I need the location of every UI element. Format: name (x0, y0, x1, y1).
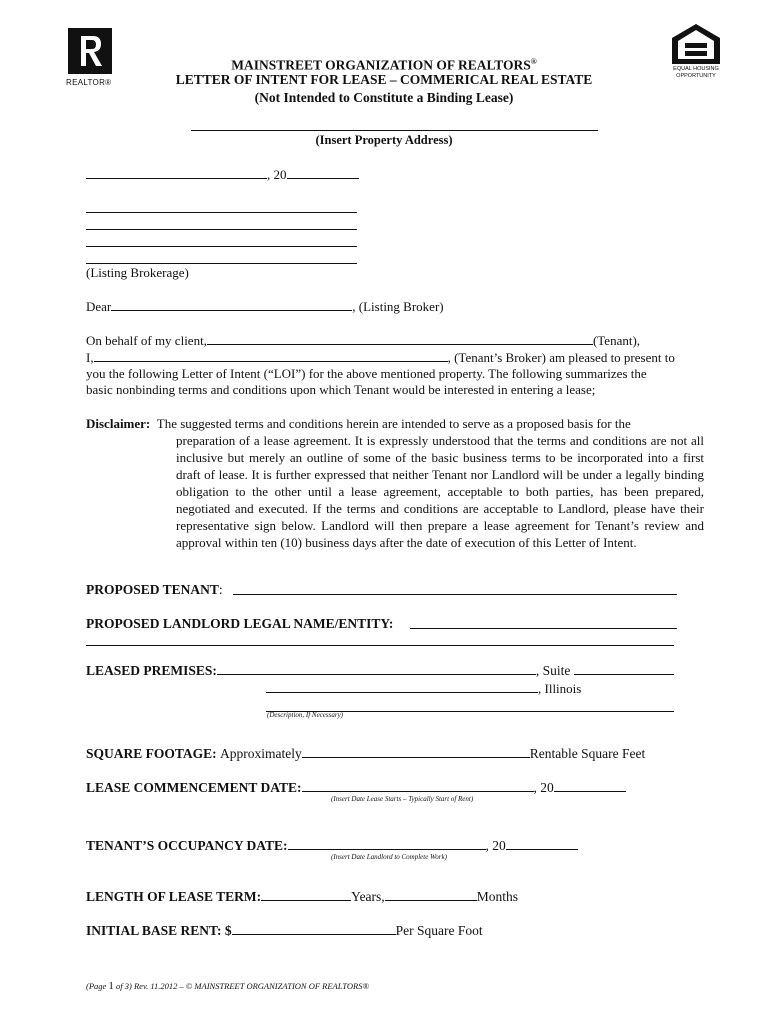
leased-premises-row: LEASED PREMISES: , Suite (86, 662, 674, 679)
premises-address-blank[interactable] (217, 662, 536, 675)
realtor-word: REALTOR® (66, 78, 112, 87)
brokerage-line-1[interactable] (86, 212, 357, 213)
disclaimer-body: preparation of a lease agreement. It is expressly understood that the terms and conditions are not all inclusive but merely an outline of some of the basic business terms to be incorporated into a first draft of lease. It is further expressed that neither Tenant nor Landlord will be under a legally binding obligation to the other until a lease agreement, acceptable to both parties, has been prepared, negotiated and executed. If the terms and conditions are acceptable to Landlord, please have their representative sign below. Landlord will then prepare a lease agreement for Tenant’s review and approval within ten (10) business days after the date of execution of this Letter of Intent. (176, 433, 704, 550)
date-line: , 20 (86, 166, 359, 183)
brokerage-line-4[interactable] (86, 263, 357, 264)
premises-city-blank[interactable] (266, 680, 538, 693)
square-footage-blank[interactable] (302, 745, 530, 758)
occupancy-note: (Insert Date Landlord to Complete Work) (331, 853, 447, 861)
lease-term-row: LENGTH OF LEASE TERM: Years, Months (86, 889, 518, 904)
brokerage-label: (Listing Brokerage) (86, 265, 189, 280)
intro-line-3: you the following Letter of Intent (“LOI”) for the above mentioned property. The following summarizes the (86, 366, 647, 381)
page-number: 1 (108, 980, 114, 992)
org-title: MAINSTREET ORGANIZATION OF REALTORS® (231, 57, 537, 73)
landlord-label: PROPOSED LANDLORD LEGAL NAME/ENTITY: (86, 616, 394, 631)
square-footage-row: SQUARE FOOTAGE: Approximately Rentable Square Feet (86, 746, 646, 761)
document-subtitle: (Not Intended to Constitute a Binding Lease) (254, 90, 514, 105)
salutation: Dear , (Listing Broker) (86, 299, 444, 314)
eho-line1: EQUAL HOUSING (673, 66, 719, 72)
proposed-tenant-row: PROPOSED TENANT: (86, 582, 223, 597)
landlord-line-1[interactable] (410, 628, 677, 629)
base-rent-blank[interactable] (232, 922, 396, 935)
commencement-year-blank[interactable] (554, 779, 626, 792)
years-blank[interactable] (261, 888, 351, 901)
premises-city-row: , Illinois (266, 680, 581, 697)
tenant-broker-blank[interactable] (94, 349, 448, 362)
date-blank[interactable] (86, 166, 267, 179)
occupancy-year-blank[interactable] (506, 837, 578, 850)
document-title: LETTER OF INTENT FOR LEASE – COMMERICAL REAL ESTATE (175, 72, 593, 87)
occupancy-row: TENANT’S OCCUPANCY DATE: , 20 (86, 837, 578, 854)
commencement-note: (Insert Date Lease Starts – Typically Start of Rent) (331, 795, 474, 803)
intro-line-2: I, , (Tenant’s Broker) am pleased to present to (86, 350, 675, 365)
description-note: (Description, If Necessary) (267, 711, 344, 719)
suite-blank[interactable] (574, 662, 674, 675)
listing-broker-blank[interactable] (111, 298, 352, 311)
eho-line2: OPPORTUNITY (676, 73, 716, 79)
commencement-row: LEASE COMMENCEMENT DATE: , 20 (86, 779, 626, 796)
intro-line-1: On behalf of my client, (Tenant), (86, 333, 641, 348)
intro-line-4: basic nonbinding terms and conditions upon which Tenant would be interested in entering a lease; (86, 382, 596, 397)
months-blank[interactable] (385, 888, 477, 901)
page-footer: (Page 1 of 3) Rev. 11.2012 – © MAINSTREET ORGANIZATION OF REALTORS® (86, 980, 369, 992)
property-address-label: (Insert Property Address) (315, 133, 453, 147)
property-address-line[interactable] (191, 130, 598, 131)
commencement-blank[interactable] (302, 779, 534, 792)
client-blank[interactable] (207, 332, 593, 345)
brokerage-line-3[interactable] (86, 246, 357, 247)
proposed-tenant-line[interactable] (233, 594, 677, 595)
disclaimer-first-line: Disclaimer: The suggested terms and conditions herein are intended to serve as a proposed basis for the (86, 416, 631, 431)
occupancy-blank[interactable] (288, 837, 486, 850)
base-rent-row: INITIAL BASE RENT: $ Per Square Foot (86, 923, 483, 938)
brokerage-line-2[interactable] (86, 229, 357, 230)
landlord-line-2[interactable] (86, 645, 674, 646)
date-year-blank[interactable] (287, 166, 359, 179)
